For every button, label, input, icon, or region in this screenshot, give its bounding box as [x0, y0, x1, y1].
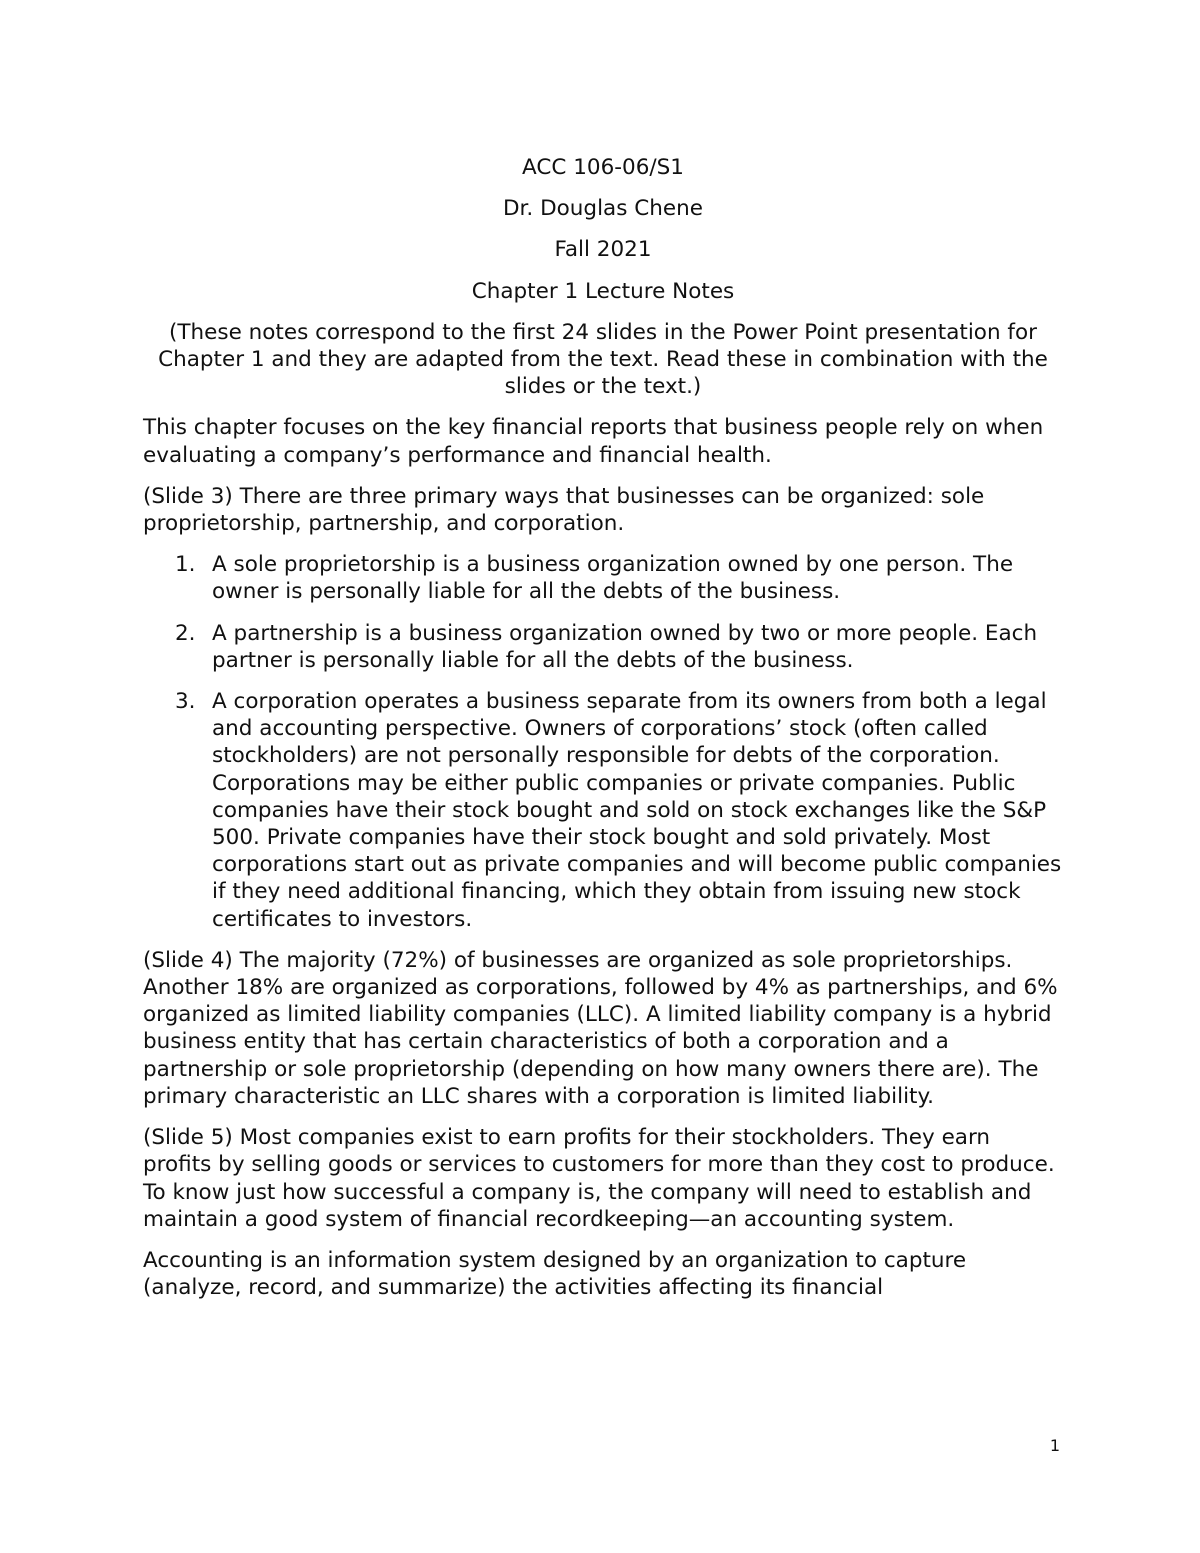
instructor-name: Dr. Douglas Chene: [503, 196, 703, 222]
list-item: [143, 551, 1063, 605]
document-body: [143, 154, 1063, 1315]
list-item-text: A sole proprietorship is a business organization owned by one person. The owner is personally liable for all the debts of the business.: [212, 552, 1014, 605]
notes-description: (These notes correspond to the first 24 slides in the Power Point presentation for Chapter 1 and they are adapted from the text. Read these in combination with the slides or the text.): [158, 319, 1048, 400]
list-item-text: A corporation operates a business separate from its owners from both a legal and accounting perspective. Owners of corporations’ stock (often called stockholders) are not personally responsible for debts of the corporation. Corporations may be either public companies or private companies. Public companies have their stock bought and sold on stock exchanges like the S&P 500. Private companies have their stock bought and sold privately. Most corporations start out as private companies and will become public companies if they need additional financing, which they obtain from issuing new stock certificates to investors.: [212, 689, 1062, 932]
list-item: [143, 688, 1063, 933]
term: Fall 2021: [554, 237, 652, 263]
list-item-number: 1.: [175, 552, 196, 578]
page-title: Chapter 1 Lecture Notes: [471, 278, 735, 304]
accounting-paragraph: Accounting is an information system designed by an organization to capture (analyze, record, and summarize) the activities affecting its financial: [143, 1247, 967, 1301]
business-types-list: [143, 551, 1063, 933]
slide-5-paragraph: (Slide 5) Most companies exist to earn profits for their stockholders. They earn profits by selling goods or services to customers for more than they cost to produce. To know just how successful a company is, the company will need to establish and maintain a good system of financial recordkeeping—an accounting system.: [143, 1125, 1055, 1232]
slide-4-paragraph: (Slide 4) The majority (72%) of businesses are organized as sole proprietorships. Another 18% are organized as corporations, followed by 4% as partnerships, and 6% organized as limited liability companies (LLC). A limited liability company is a hybrid business entity that has certain characteristics of both a corporation and a partnership or sole proprietorship (depending on how many owners there are). The primary characteristic an LLC shares with a corporation is limited liability.: [143, 947, 1058, 1109]
list-item-text: A partnership is a business organization owned by two or more people. Each partner is personally liable for all the debts of the business.: [212, 620, 1038, 673]
list-item: [143, 620, 1063, 674]
course-code: ACC 106-06/S1: [522, 155, 684, 180]
list-item-number: 3.: [175, 689, 196, 715]
list-item-number: 2.: [175, 620, 196, 646]
intro-paragraph: This chapter focuses on the key financial reports that business people rely on when evaluating a company’s performance and financial health.: [143, 415, 1044, 468]
page-number: 1: [1049, 1436, 1060, 1455]
slide-3-paragraph: (Slide 3) There are three primary ways that businesses can be organized: sole proprietorship, partnership, and corporation.: [143, 483, 985, 537]
